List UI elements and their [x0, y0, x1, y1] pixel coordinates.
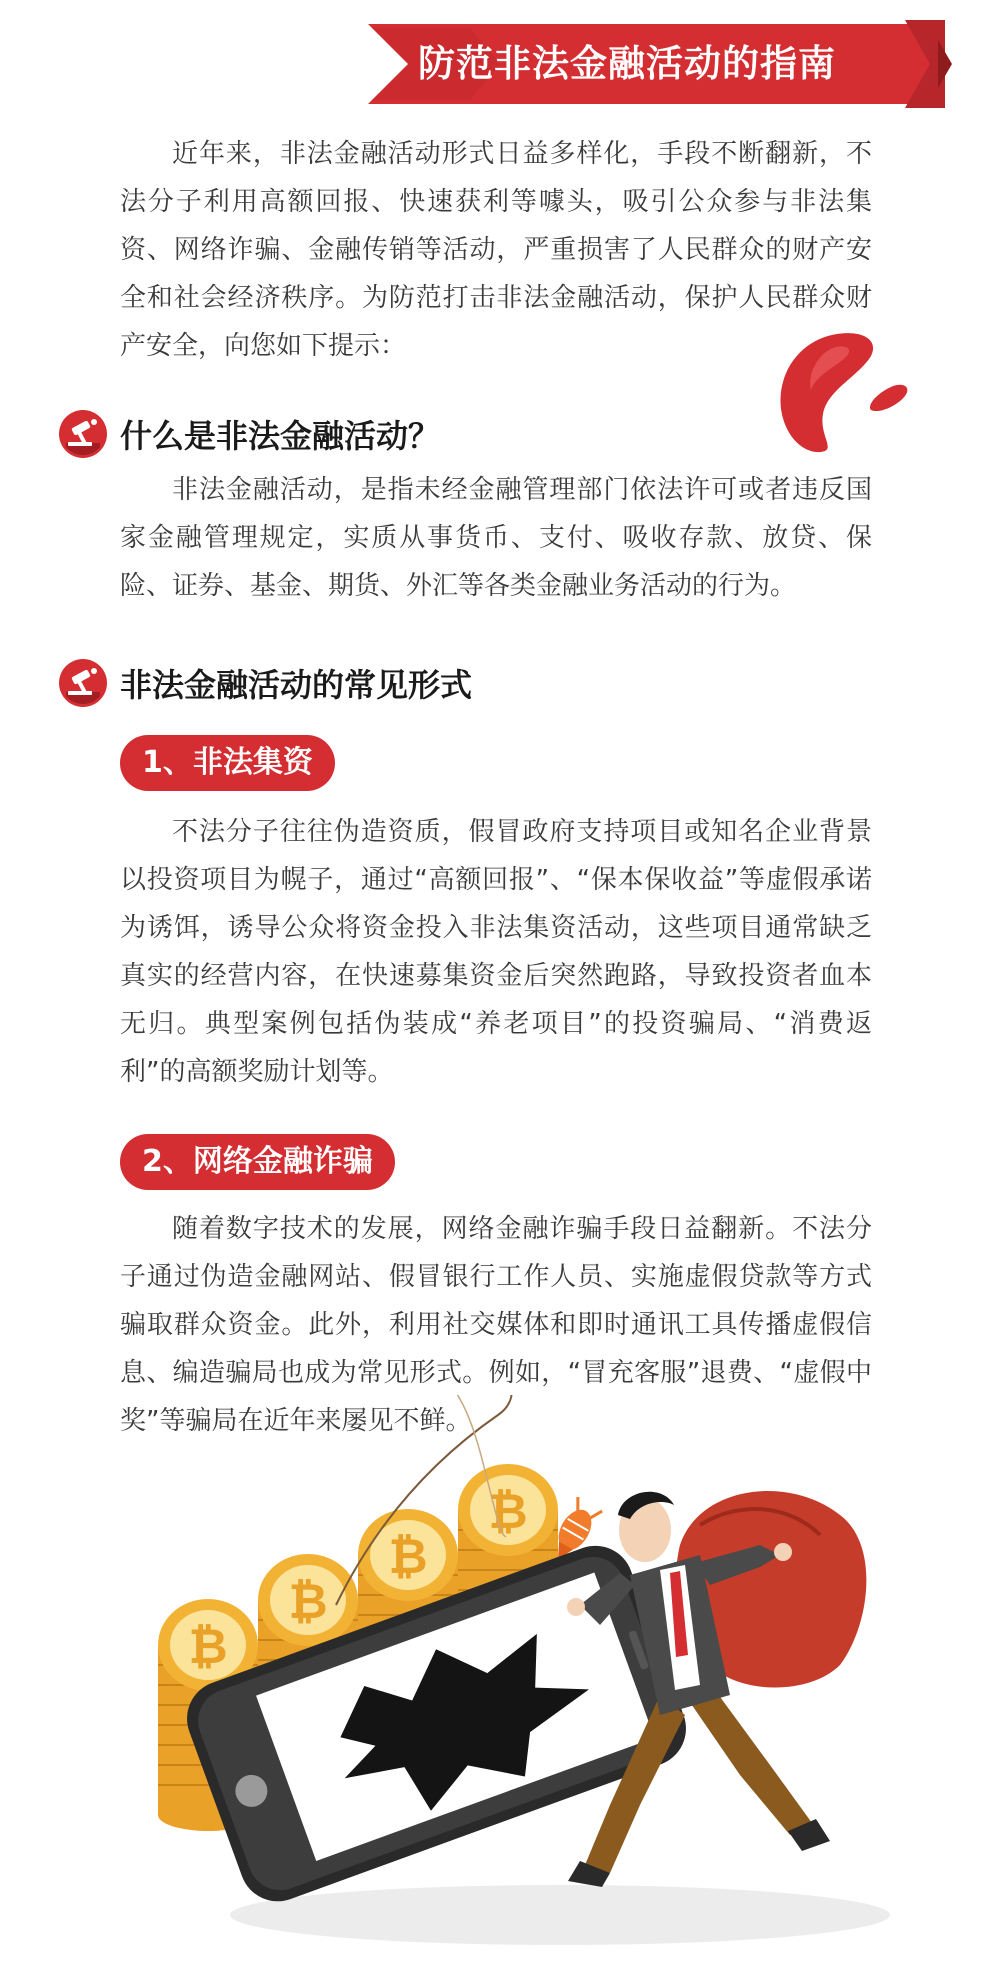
intro-paragraph: 近年来，非法金融活动形式日益多样化，手段不断翻新，不法分子利用高额回报、快速获利等噱头，吸引公众参与非法集资、网络诈骗、金融传销等活动，严重损害了人民群众的财产安全和社会经济秩序。为防范打击非法金融活动，保护人民群众财产安全，向您如下提示： — [120, 139, 872, 361]
online-fraud-paragraph: 随着数字技术的发展，网络金融诈骗手段日益翻新。不法分子通过伪造金融网站、假冒银行工作人员、实施虚假贷款等方式骗取群众资金。此外，利用社交媒体和即时通讯工具传播虚假信息、编造骗局也成为常见形式。例如，“冒充客服”退费、“虚假中奖”等骗局在近年来屡见不鲜。 — [120, 1214, 872, 1436]
definition-paragraph: 非法金融活动，是指未经金融管理部门依法许可或者违反国家金融管理规定，实质从事货币、支付、吸收存款、放贷、保险、证券、基金、期货、外汇等各类金融业务活动的行为。 — [120, 475, 872, 601]
ground-shadow — [230, 1885, 890, 1945]
bitcoin-icon: ₿ — [288, 1574, 328, 1630]
gavel-icon — [58, 658, 108, 708]
section-heading-text: 什么是非法金融活动？ — [120, 417, 441, 455]
section-heading-what-is — [58, 406, 440, 462]
form-label-online-fraud: 2、网络金融诈骗 — [120, 1134, 395, 1190]
bitcoin-icon: ₿ — [188, 1619, 228, 1675]
decorative-swoosh-icon — [775, 328, 915, 456]
section-heading-common-forms — [58, 655, 472, 711]
bitcoin-icon: ₿ — [388, 1529, 428, 1585]
section-heading-text: 非法金融活动的常见形式 — [120, 666, 473, 704]
fraud-illustration — [140, 1395, 960, 1955]
illegal-fundraising-paragraph: 不法分子往往伪造资质，假冒政府支持项目或知名企业背景以投资项目为幌子，通过“高额回报”、“保本保收益”等虚假承诺为诱饵，诱导公众将资金投入非法集资活动，这些项目通常缺乏真实的经营内容，在快速募集资金后突然跑路，导致投资者血本无归。典型案例包括伪装成“养老项目”的投资骗局、“消费返利”的高额奖励计划等。 — [120, 817, 872, 1087]
page-title: 防范非法金融活动的指南 — [418, 42, 836, 85]
title-banner — [0, 20, 992, 108]
form-label-illegal-fundraising: 1、非法集资 — [120, 735, 335, 791]
bitcoin-icon: ₿ — [488, 1484, 528, 1540]
gavel-icon — [58, 409, 108, 459]
